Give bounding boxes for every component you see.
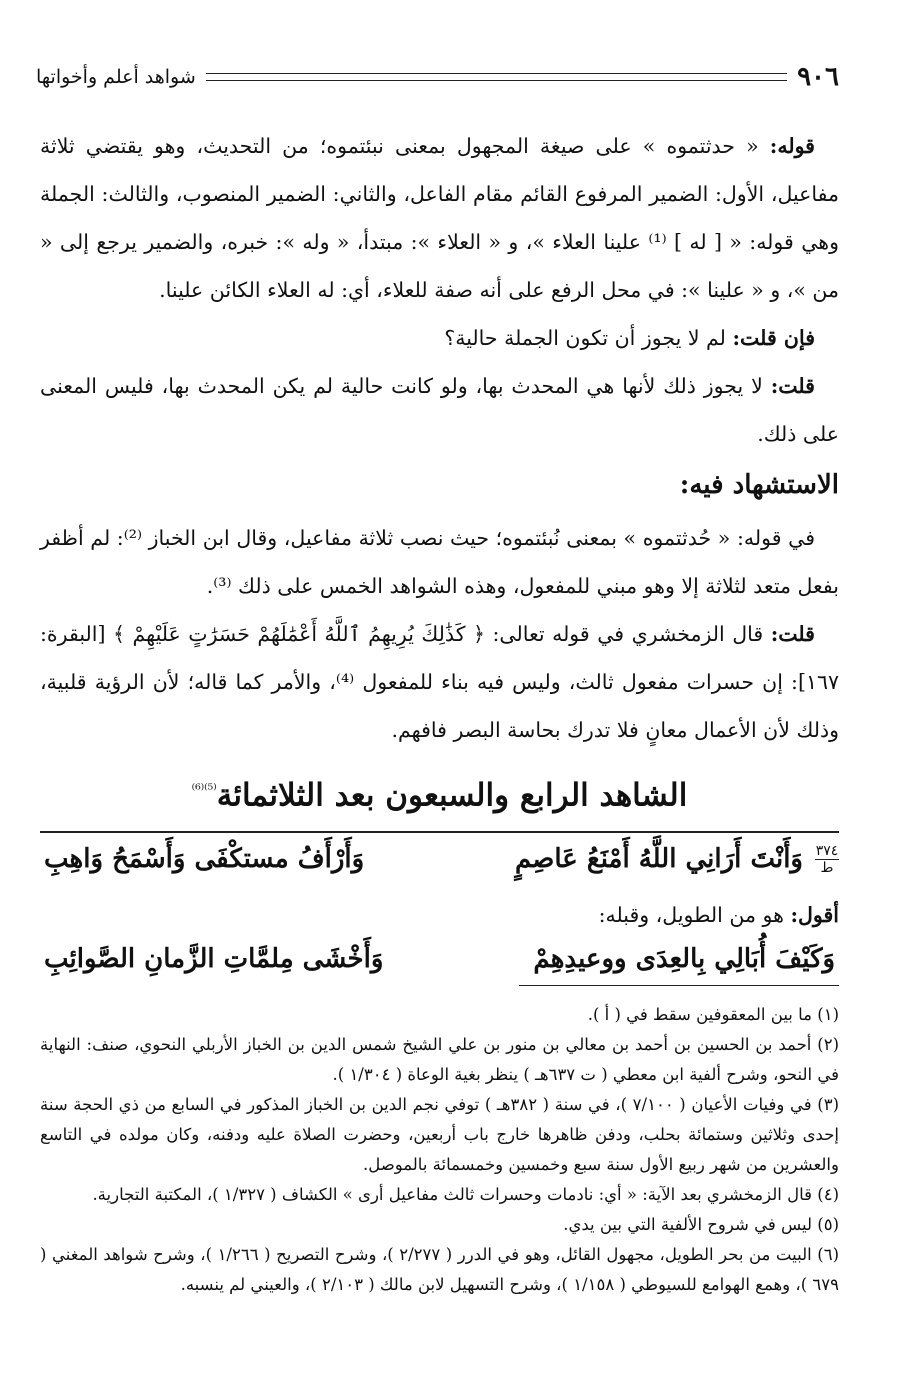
paragraph-text: قال الزمخشري في قوله تعالى: ﴿ كَذَٰلِكَ يُرِيهِمُ ٱللَّهُ أَعْمَٰلَهُمْ حَسَرَٰتٍ عَلَيْهِمْ ﴾ [البقرة: ١٦٧]: إن حسرات مفعول ثالث، وليس فيه بناء للمفعول ⁽⁴⁾، والأمر كما قاله؛ لأن الرؤية قلبية، وذلك لأن الأعمال معانٍ فلا تدرك بحاسة البصر فافهم. bbox=[40, 622, 839, 742]
witness-verse bbox=[40, 833, 839, 885]
paragraph-answer bbox=[40, 362, 839, 458]
witness-title bbox=[40, 762, 839, 823]
header-double-rule bbox=[206, 73, 787, 81]
witness-title-note: ⁽⁵⁾⁽⁶⁾ bbox=[191, 782, 217, 798]
lead-word: قلت: bbox=[770, 374, 815, 398]
footnote: (١) ما بين المعقوفين سقط في ( أ ). bbox=[587, 1005, 839, 1024]
paragraph-istishhad: في قوله: « حُدثتموه » بمعنى نُبئتموه؛ حيث نصب ثلاثة مفاعيل، وقال ابن الخباز ⁽²⁾: لم أظفر بفعل متعد لثلاثة إلا وهو مبني للمفعول، وهذه الشواهد الخمس على ذلك ⁽³⁾. bbox=[40, 526, 839, 598]
paragraph-question bbox=[40, 314, 839, 362]
intro-text: هو من الطويل، وقبله: bbox=[598, 903, 784, 928]
footnote-rule bbox=[519, 985, 839, 986]
running-title: شواهد أعلم وأخواتها bbox=[36, 66, 196, 88]
verse-number-value: ٣٧٤ bbox=[815, 842, 839, 859]
paragraph-text: لم لا يجوز أن تكون الجملة حالية؟ bbox=[444, 326, 726, 350]
verse-first-hemistich: وَأَنْتَ أَرَانِي اللَّهُ أَمْنَعُ عَاصِمٍ bbox=[514, 844, 803, 875]
witness-title-text: الشاهد الرابع والسبعون بعد الثلاثمائة bbox=[216, 777, 688, 814]
lead-word: قوله: bbox=[769, 134, 815, 158]
commentary-block bbox=[40, 895, 839, 983]
paragraph-zamakhshari bbox=[40, 610, 839, 754]
page-header bbox=[36, 62, 839, 92]
footnotes bbox=[40, 1000, 839, 1300]
main-text bbox=[40, 122, 839, 983]
footnote: (٣) في وفيات الأعيان ( ٧/١٠٠ )، في سنة ( ٣٨٢هـ ) توفي نجم الدين بن الخباز المذكور في السابع من ذي الحجة سنة إحدى وثلاثين وستمائة بحلب، ودفن ظاهرها خارج باب أربعين، وحضرت الصلاة عليه ودفنه، وكان مولده في التاسع والعشرين من شهر ربيع الأول سنة سبع وخمسين وخمسمائة بالموصل. bbox=[40, 1095, 839, 1174]
lead-word: أقول: bbox=[790, 903, 839, 928]
verse-number bbox=[815, 844, 839, 875]
section-heading: الاستشهاد فيه: bbox=[679, 470, 839, 500]
footnote: (٤) قال الزمخشري بعد الآية: « أي: نادمات وحسرات ثالث مفاعيل أرى » الكشاف ( ١/٣٢٧ )، المكتبة التجارية. bbox=[92, 1185, 839, 1204]
page-number: ٩٠٦ bbox=[797, 62, 839, 92]
previous-verse bbox=[40, 935, 839, 983]
verse-second-hemistich: وَأَرْأَفُ مستكْفَى وَأَسْمَحُ وَاهِبِ bbox=[44, 844, 365, 875]
prev-verse-second-hemistich: وَأَخْشَى مِلمَّاتِ الزَّمانِ الصَّوائِبِ bbox=[44, 944, 384, 975]
paragraph-qawluh bbox=[40, 122, 839, 314]
verse-first-half-group bbox=[511, 833, 839, 885]
paragraph-text: لا يجوز ذلك لأنها هي المحدث بها، ولو كانت حالية لم يكن المحدث بها، فليس المعنى على ذلك. bbox=[40, 374, 839, 446]
prev-verse-first-hemistich: وَكَيْفَ أُبَالِي بِالعِدَى ووعيدِهِمْ bbox=[533, 944, 835, 975]
lead-word: قلت: bbox=[770, 622, 815, 646]
lead-word: فإن قلت: bbox=[732, 326, 815, 350]
paragraph-text: « حدثتموه » على صيغة المجهول بمعنى نبئتموه؛ من التحديث، وهو يقتضي ثلاثة مفاعيل، الأول: الضمير المرفوع القائم مقام الفاعل، والثاني: الضمير المنصوب، والثالث: الجملة وهي قوله: « [ له ] ⁽¹⁾ علينا العلاء »، و « العلاء »: مبتدأ، « وله »: خبره، والضمير يرجع إلى « من »، و « علينا »: في محل الرفع على أنه صفة للعلاء، أي: له العلاء الكائن علينا. bbox=[40, 134, 839, 302]
footnote: (٦) البيت من بحر الطويل، مجهول القائل، وهو في الدرر ( ٢/٢٧٧ )، وشرح التصريح ( ١/٢٦٦ )، وشرح شواهد المغني ( ٦٧٩ )، وهمع الهوامع للسيوطي ( ١/١٥٨ )، وشرح التسهيل لابن مالك ( ٢/١٠٣ )، والعيني لم ينسبه. bbox=[40, 1245, 839, 1294]
footnote: (٥) ليس في شروح الألفية التي بين يدي. bbox=[563, 1215, 839, 1234]
verse-meter-mark: ط bbox=[820, 859, 834, 876]
footnote: (٢) أحمد بن الحسين بن أحمد بن معالي بن منور بن علي الشيخ شمس الدين بن الخباز الأربلي النحوي، صنف: النهاية في النحو، وشرح ألفية ابن معطي ( ت ٦٣٧هـ ) ينظر بغية الوعاة ( ١/٣٠٤ ). bbox=[40, 1035, 839, 1084]
intro-line bbox=[40, 895, 839, 935]
